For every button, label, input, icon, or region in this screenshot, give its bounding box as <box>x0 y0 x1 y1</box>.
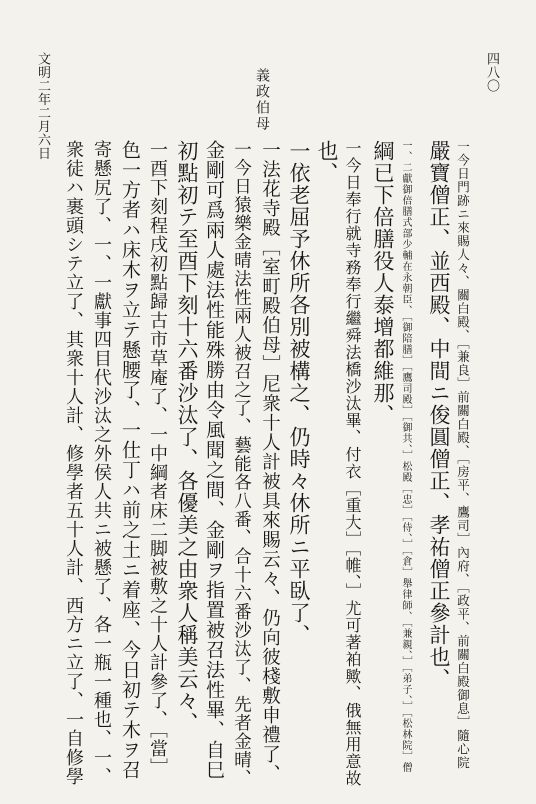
text-column: 綱已下倍膳役人泰增都維那、 <box>371 140 395 426</box>
running-header: 文明二年二月六日 <box>35 52 50 160</box>
text-column: 一今日奉行就寺務奉行繼舜法橋沙汰畢、付衣［重大］［帷、］尤可著袙歟、俄無用意故 <box>343 140 362 787</box>
page-number: 四八〇 <box>484 52 499 93</box>
text-column: 一今日門跡ニ來賜人々、關白殿、［兼良］前關白殿、［房平、鷹司］內府、［政平、前關白殿御息］隨心院 <box>455 140 471 770</box>
text-column: 嚴寶僧正、並西殿、中間ニ俊圓僧正、孝祐僧正參計也、 <box>427 140 451 690</box>
text-column: 一、二獻御倍膳式部少輔在永朝臣、［御陪膳］［鷹司殿］［御共、］松殿［忠］［侍、］［倉］舉律師、［兼親、］［弟子、］［松林院］僧 <box>400 140 411 773</box>
text-column: 色一方者ハ床木ヲ立テ懸腰了、一仕丁ハ前之土ニ着座、今日初テ木ヲ召 <box>119 140 141 780</box>
text-column: 衆徒ハ裹頭シテ立了、其衆十人計、修學者五十人計、西方ニ立了、一自修學 <box>63 140 84 786</box>
text-column: 也、 <box>315 140 339 184</box>
running-title: 義政伯母 <box>254 68 270 132</box>
text-column: 一酉下刻程戌初點歸古市草庵了、一中綱者床二脚被敷之十人計參了、［當］ <box>147 140 168 777</box>
text-column: 金剛可爲兩人處法性能殊勝由令風聞之間、金剛ヲ指置被召法性畢、自巳 <box>203 140 225 780</box>
text-column: 初點初テ至酉下刻十六番沙汰了、各優美之由衆人稱美云々、 <box>175 140 199 734</box>
text-column: 寄懸尻了、一、一獻事四目代沙汰之外侯人共ニ被懸了、各一瓶一種也、一、 <box>91 140 112 786</box>
text-column: 一今日猿樂金晴法性兩人被召之了、藝能各八番、合十六番沙汰了、先者金晴、 <box>231 140 252 788</box>
text-column: 一法花寺殿［室町殿伯母］尼衆十人計被具來賜云々、仍向彼棧敷申禮了、 <box>259 140 281 784</box>
text-column: 一依老屈予休所各別被構之、仍時々休所ニ平臥了、 <box>287 140 311 646</box>
